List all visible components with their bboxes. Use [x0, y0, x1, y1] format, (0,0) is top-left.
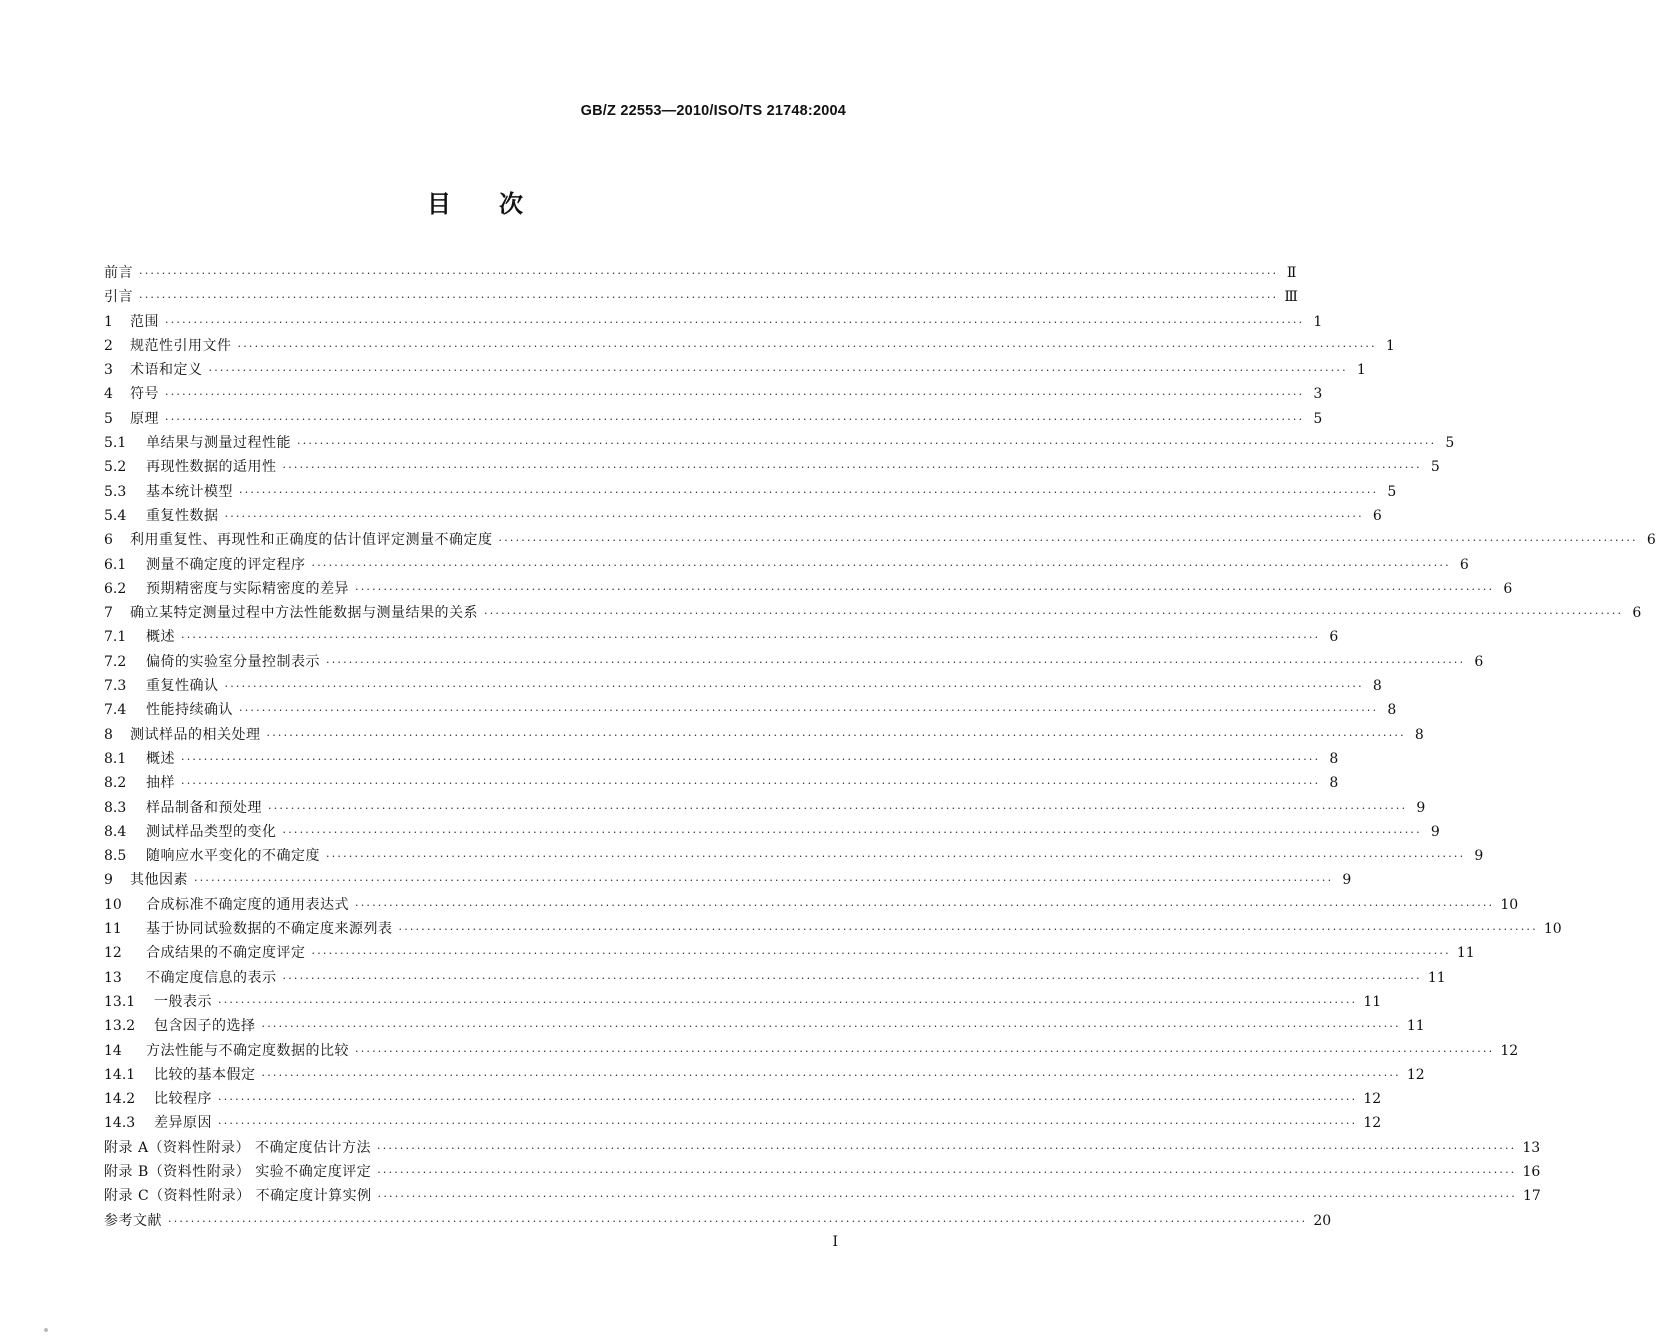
toc-entry-page: 9 — [1416, 799, 1426, 816]
toc-leader-dots: ········································································································································································································ — [165, 315, 1305, 329]
table-of-contents — [104, 261, 1656, 1233]
toc-entry-number: 8.4 — [104, 823, 127, 840]
toc-entry[interactable] — [104, 747, 1339, 771]
toc-entry-page: 9 — [1430, 823, 1440, 840]
toc-entry[interactable] — [104, 480, 1397, 504]
toc-entry-number: 8.3 — [104, 799, 127, 816]
toc-entry-page: 5 — [1313, 410, 1323, 427]
toc-leader-dots: ········································································································································································································ — [194, 874, 1334, 888]
toc-entry-label: 重复性数据 — [146, 507, 219, 524]
toc-entry[interactable] — [104, 504, 1382, 528]
toc-leader-dots: ········································································································································································································ — [355, 582, 1495, 596]
toc-leader-dots: ········································································································································································································ — [139, 291, 1279, 305]
toc-entry-label: 基于协同试验数据的不确定度来源列表 — [146, 921, 393, 938]
toc-entry-number: 6.2 — [104, 580, 127, 597]
toc-entry-number: 5.1 — [104, 435, 127, 452]
toc-entry-label: 附录 C（资料性附录） 不确定度计算实例 — [104, 1188, 372, 1205]
toc-entry[interactable] — [104, 723, 1424, 747]
toc-entry-number: 5.3 — [104, 483, 127, 500]
toc-entry[interactable] — [104, 650, 1484, 674]
toc-entry-page: 6 — [1503, 580, 1513, 597]
page-folio: I — [832, 1234, 838, 1250]
toc-leader-dots: ········································································································································································································ — [239, 485, 1379, 499]
toc-leader-dots: ········································································································································································································ — [498, 534, 1638, 548]
toc-entry[interactable] — [104, 455, 1440, 479]
toc-entry[interactable] — [104, 1087, 1382, 1111]
toc-entry-label: 比较程序 — [154, 1091, 212, 1108]
toc-leader-dots: ········································································································································································································ — [261, 1020, 1401, 1034]
toc-leader-dots: ········································································································································································································ — [266, 728, 1406, 742]
toc-entry-number: 5.2 — [104, 459, 127, 476]
toc-entry[interactable] — [104, 941, 1475, 965]
toc-entry-number: 7.1 — [104, 629, 127, 646]
toc-entry-label: 原理 — [130, 410, 159, 427]
toc-entry[interactable] — [104, 1136, 1541, 1160]
toc-leader-dots: ········································································································································································································ — [168, 1214, 1308, 1228]
toc-leader-dots: ········································································································································································································ — [311, 947, 1451, 961]
toc-entry[interactable] — [104, 407, 1323, 431]
toc-entry[interactable] — [104, 1160, 1541, 1184]
toc-entry-label: 符号 — [130, 386, 159, 403]
toc-entry-label: 前言 — [104, 265, 133, 281]
toc-entry-page: 20 — [1313, 1212, 1332, 1229]
toc-leader-dots: ········································································································································································································ — [237, 339, 1377, 353]
toc-leader-dots: ········································································································································································································ — [311, 558, 1451, 572]
toc-entry-label: 合成标准不确定度的通用表达式 — [146, 896, 349, 913]
toc-entry-page: 11 — [1427, 969, 1446, 986]
page-title — [0, 184, 950, 219]
toc-leader-dots: ········································································································································································································ — [355, 1044, 1495, 1058]
toc-entry-page: 8 — [1387, 702, 1397, 719]
toc-entry-page: 6 — [1632, 605, 1642, 622]
toc-entry-number: 13 — [104, 969, 122, 986]
toc-entry-number: 14.1 — [104, 1066, 136, 1083]
toc-entry-page: 8 — [1414, 726, 1424, 743]
toc-entry[interactable] — [104, 577, 1513, 601]
toc-entry[interactable] — [104, 261, 1297, 285]
toc-entry-number: 5 — [104, 410, 113, 427]
toc-entry-page: Ⅲ — [1284, 289, 1298, 306]
toc-entry-page: 11 — [1406, 1018, 1425, 1035]
toc-leader-dots: ········································································································································································································ — [224, 509, 1364, 523]
toc-entry-number: 8.5 — [104, 848, 127, 865]
toc-leader-dots: ········································································································································································································ — [282, 971, 1422, 985]
toc-entry-page: 9 — [1474, 848, 1484, 865]
toc-entry-page: 8 — [1329, 750, 1339, 767]
toc-entry-number: 8.2 — [104, 775, 127, 792]
toc-entry[interactable] — [104, 285, 1298, 309]
toc-entry-number: 13.2 — [104, 1018, 136, 1035]
toc-entry-label: 概述 — [146, 750, 175, 767]
toc-entry-page: 12 — [1363, 1091, 1382, 1108]
toc-entry[interactable] — [104, 431, 1455, 455]
toc-entry-label: 附录 B（资料性附录） 实验不确定度评定 — [104, 1163, 372, 1180]
toc-entry-number: 6 — [104, 532, 113, 549]
toc-leader-dots: ········································································································································································································ — [218, 1093, 1358, 1107]
toc-leader-dots: ········································································································································································································ — [377, 1190, 1517, 1204]
toc-entry-label: 方法性能与不确定度数据的比较 — [146, 1042, 349, 1059]
toc-leader-dots: ········································································································································································································ — [208, 364, 1348, 378]
toc-entry-label: 范围 — [130, 313, 159, 330]
toc-entry[interactable] — [104, 966, 1446, 990]
toc-entry-page: 8 — [1372, 678, 1382, 695]
toc-entry-page: 6 — [1329, 629, 1339, 646]
standard-code: GB/Z 22553—2010/ISO/TS 21748:2004 — [580, 103, 846, 119]
toc-entry-label: 测试样品的相关处理 — [130, 726, 261, 743]
toc-entry-number: 13.1 — [104, 993, 136, 1010]
toc-entry[interactable] — [104, 990, 1382, 1014]
toc-entry-page: 5 — [1387, 483, 1397, 500]
toc-leader-dots: ········································································································································································································ — [282, 461, 1422, 475]
toc-leader-dots: ········································································································································································································ — [326, 850, 1466, 864]
toc-entry[interactable] — [104, 796, 1426, 820]
toc-entry-number: 4 — [104, 386, 113, 403]
toc-entry-number: 2 — [104, 337, 113, 354]
toc-entry-number: 6.1 — [104, 556, 127, 573]
toc-entry[interactable] — [104, 334, 1395, 358]
toc-entry-number: 14.2 — [104, 1091, 136, 1108]
toc-entry-number: 11 — [104, 921, 122, 938]
toc-entry[interactable] — [104, 1209, 1332, 1233]
title-char-1: 目 — [427, 189, 451, 218]
toc-entry-page: 1 — [1356, 362, 1366, 379]
toc-entry-number: 7.3 — [104, 678, 127, 695]
toc-entry-label: 抽样 — [146, 775, 175, 792]
toc-entry[interactable] — [104, 1184, 1541, 1208]
toc-leader-dots: ········································································································································································································ — [326, 655, 1466, 669]
toc-entry-label: 概述 — [146, 629, 175, 646]
toc-entry-page: 12 — [1406, 1066, 1425, 1083]
toc-entry-label: 单结果与测量过程性能 — [146, 435, 291, 452]
toc-entry-label: 测试样品类型的变化 — [146, 823, 277, 840]
toc-entry-label: 偏倚的实验室分量控制表示 — [146, 653, 320, 670]
toc-entry[interactable] — [104, 1111, 1382, 1135]
toc-entry[interactable] — [104, 844, 1484, 868]
toc-entry-page: 6 — [1372, 507, 1382, 524]
toc-leader-dots: ········································································································································································································ — [165, 388, 1305, 402]
toc-entry[interactable] — [104, 917, 1562, 941]
toc-entry-page: 8 — [1329, 775, 1339, 792]
toc-entry-number: 1 — [104, 313, 113, 330]
toc-entry-number: 14 — [104, 1042, 122, 1059]
toc-leader-dots: ········································································································································································································ — [282, 825, 1422, 839]
toc-entry-page: 6 — [1646, 532, 1656, 549]
toc-entry-number: 8 — [104, 726, 113, 743]
toc-entry[interactable] — [104, 625, 1339, 649]
toc-entry-number: 10 — [104, 896, 122, 913]
toc-entry-label: 重复性确认 — [146, 678, 219, 695]
toc-entry-label: 包含因子的选择 — [154, 1018, 256, 1035]
toc-entry[interactable] — [104, 1063, 1425, 1087]
toc-entry[interactable] — [104, 674, 1382, 698]
toc-entry-page: 6 — [1474, 653, 1484, 670]
toc-entry[interactable] — [104, 382, 1323, 406]
toc-entry-label: 术语和定义 — [130, 362, 203, 379]
toc-entry-label: 性能持续确认 — [146, 702, 233, 719]
toc-entry-label: 比较的基本假定 — [154, 1066, 256, 1083]
toc-entry-page: Ⅱ — [1286, 265, 1297, 281]
toc-entry-page: 17 — [1522, 1188, 1541, 1205]
toc-leader-dots: ········································································································································································································ — [268, 801, 1408, 815]
toc-entry[interactable] — [104, 820, 1440, 844]
toc-entry-page: 11 — [1456, 945, 1475, 962]
toc-entry[interactable] — [104, 310, 1323, 334]
toc-entry-number: 7.2 — [104, 653, 127, 670]
toc-entry[interactable] — [104, 601, 1642, 625]
toc-entry-label: 附录 A（资料性附录） 不确定度估计方法 — [104, 1139, 372, 1156]
toc-entry-label: 不确定度信息的表示 — [146, 969, 277, 986]
toc-entry-page: 12 — [1500, 1042, 1519, 1059]
toc-leader-dots: ········································································································································································································ — [181, 631, 1321, 645]
toc-entry-number: 8.1 — [104, 750, 127, 767]
toc-leader-dots: ········································································································································································································ — [224, 680, 1364, 694]
toc-leader-dots: ········································································································································································································ — [181, 752, 1321, 766]
toc-leader-dots: ········································································································································································································ — [165, 412, 1305, 426]
toc-entry-label: 随响应水平变化的不确定度 — [146, 848, 320, 865]
toc-leader-dots: ········································································································································································································ — [139, 267, 1279, 280]
toc-entry-label: 样品制备和预处理 — [146, 799, 262, 816]
toc-entry[interactable] — [104, 698, 1397, 722]
toc-entry-label: 利用重复性、再现性和正确度的估计值评定测量不确定度 — [130, 532, 493, 549]
toc-entry-label: 基本统计模型 — [146, 483, 233, 500]
toc-entry-label: 规范性引用文件 — [130, 337, 232, 354]
toc-entry-label: 引言 — [104, 289, 133, 306]
toc-entry-page: 5 — [1445, 435, 1455, 452]
toc-entry[interactable] — [104, 771, 1339, 795]
toc-entry-page: 10 — [1500, 896, 1519, 913]
toc-entry[interactable] — [104, 528, 1656, 552]
toc-entry-label: 参考文献 — [104, 1212, 162, 1229]
toc-entry-page: 16 — [1522, 1163, 1541, 1180]
toc-entry-page: 1 — [1385, 337, 1395, 354]
toc-entry-label: 测量不确定度的评定程序 — [146, 556, 306, 573]
toc-entry[interactable] — [104, 893, 1519, 917]
toc-entry-label: 预期精密度与实际精密度的差异 — [146, 580, 349, 597]
toc-entry[interactable] — [104, 868, 1352, 892]
toc-entry-number: 7.4 — [104, 702, 127, 719]
toc-leader-dots: ········································································································································································································ — [297, 437, 1437, 451]
toc-leader-dots: ········································································································································································································ — [239, 704, 1379, 718]
toc-entry-label: 差异原因 — [154, 1115, 212, 1132]
title-char-2: 次 — [499, 189, 523, 218]
toc-entry-label: 合成结果的不确定度评定 — [146, 945, 306, 962]
toc-entry-page: 1 — [1313, 313, 1323, 330]
toc-entry-page: 3 — [1313, 386, 1323, 403]
toc-entry-page: 9 — [1342, 872, 1352, 889]
toc-entry-page: 11 — [1363, 993, 1382, 1010]
toc-entry-number: 7 — [104, 605, 113, 622]
toc-entry-page: 13 — [1522, 1139, 1541, 1156]
toc-entry[interactable] — [104, 553, 1469, 577]
toc-entry-label: 确立某特定测量过程中方法性能数据与测量结果的关系 — [130, 605, 478, 622]
toc-entry-label: 其他因素 — [130, 872, 188, 889]
toc-entry-number: 9 — [104, 872, 113, 889]
toc-leader-dots: ········································································································································································································ — [261, 1068, 1401, 1082]
toc-entry-number: 3 — [104, 362, 113, 379]
toc-leader-dots: ········································································································································································································ — [218, 1117, 1358, 1131]
toc-entry-number: 14.3 — [104, 1115, 136, 1132]
toc-leader-dots: ········································································································································································································ — [398, 923, 1538, 937]
toc-entry-label: 再现性数据的适用性 — [146, 459, 277, 476]
scan-speck — [44, 1328, 48, 1332]
toc-entry-page: 5 — [1430, 459, 1440, 476]
toc-leader-dots: ········································································································································································································ — [181, 777, 1321, 791]
toc-entry-number: 12 — [104, 945, 122, 962]
toc-entry[interactable] — [104, 358, 1366, 382]
toc-entry[interactable] — [104, 1039, 1519, 1063]
toc-leader-dots: ········································································································································································································ — [377, 1165, 1517, 1179]
toc-leader-dots: ········································································································································································································ — [355, 898, 1495, 912]
toc-entry-page: 12 — [1363, 1115, 1382, 1132]
toc-entry[interactable] — [104, 1014, 1425, 1038]
toc-entry-number: 5.4 — [104, 507, 127, 524]
toc-leader-dots: ········································································································································································································ — [377, 1141, 1517, 1155]
toc-leader-dots: ········································································································································································································ — [218, 995, 1358, 1009]
toc-entry-label: 一般表示 — [154, 993, 212, 1010]
toc-entry-page: 6 — [1459, 556, 1469, 573]
toc-entry-page: 10 — [1543, 921, 1562, 938]
toc-leader-dots: ········································································································································································································ — [484, 607, 1624, 621]
